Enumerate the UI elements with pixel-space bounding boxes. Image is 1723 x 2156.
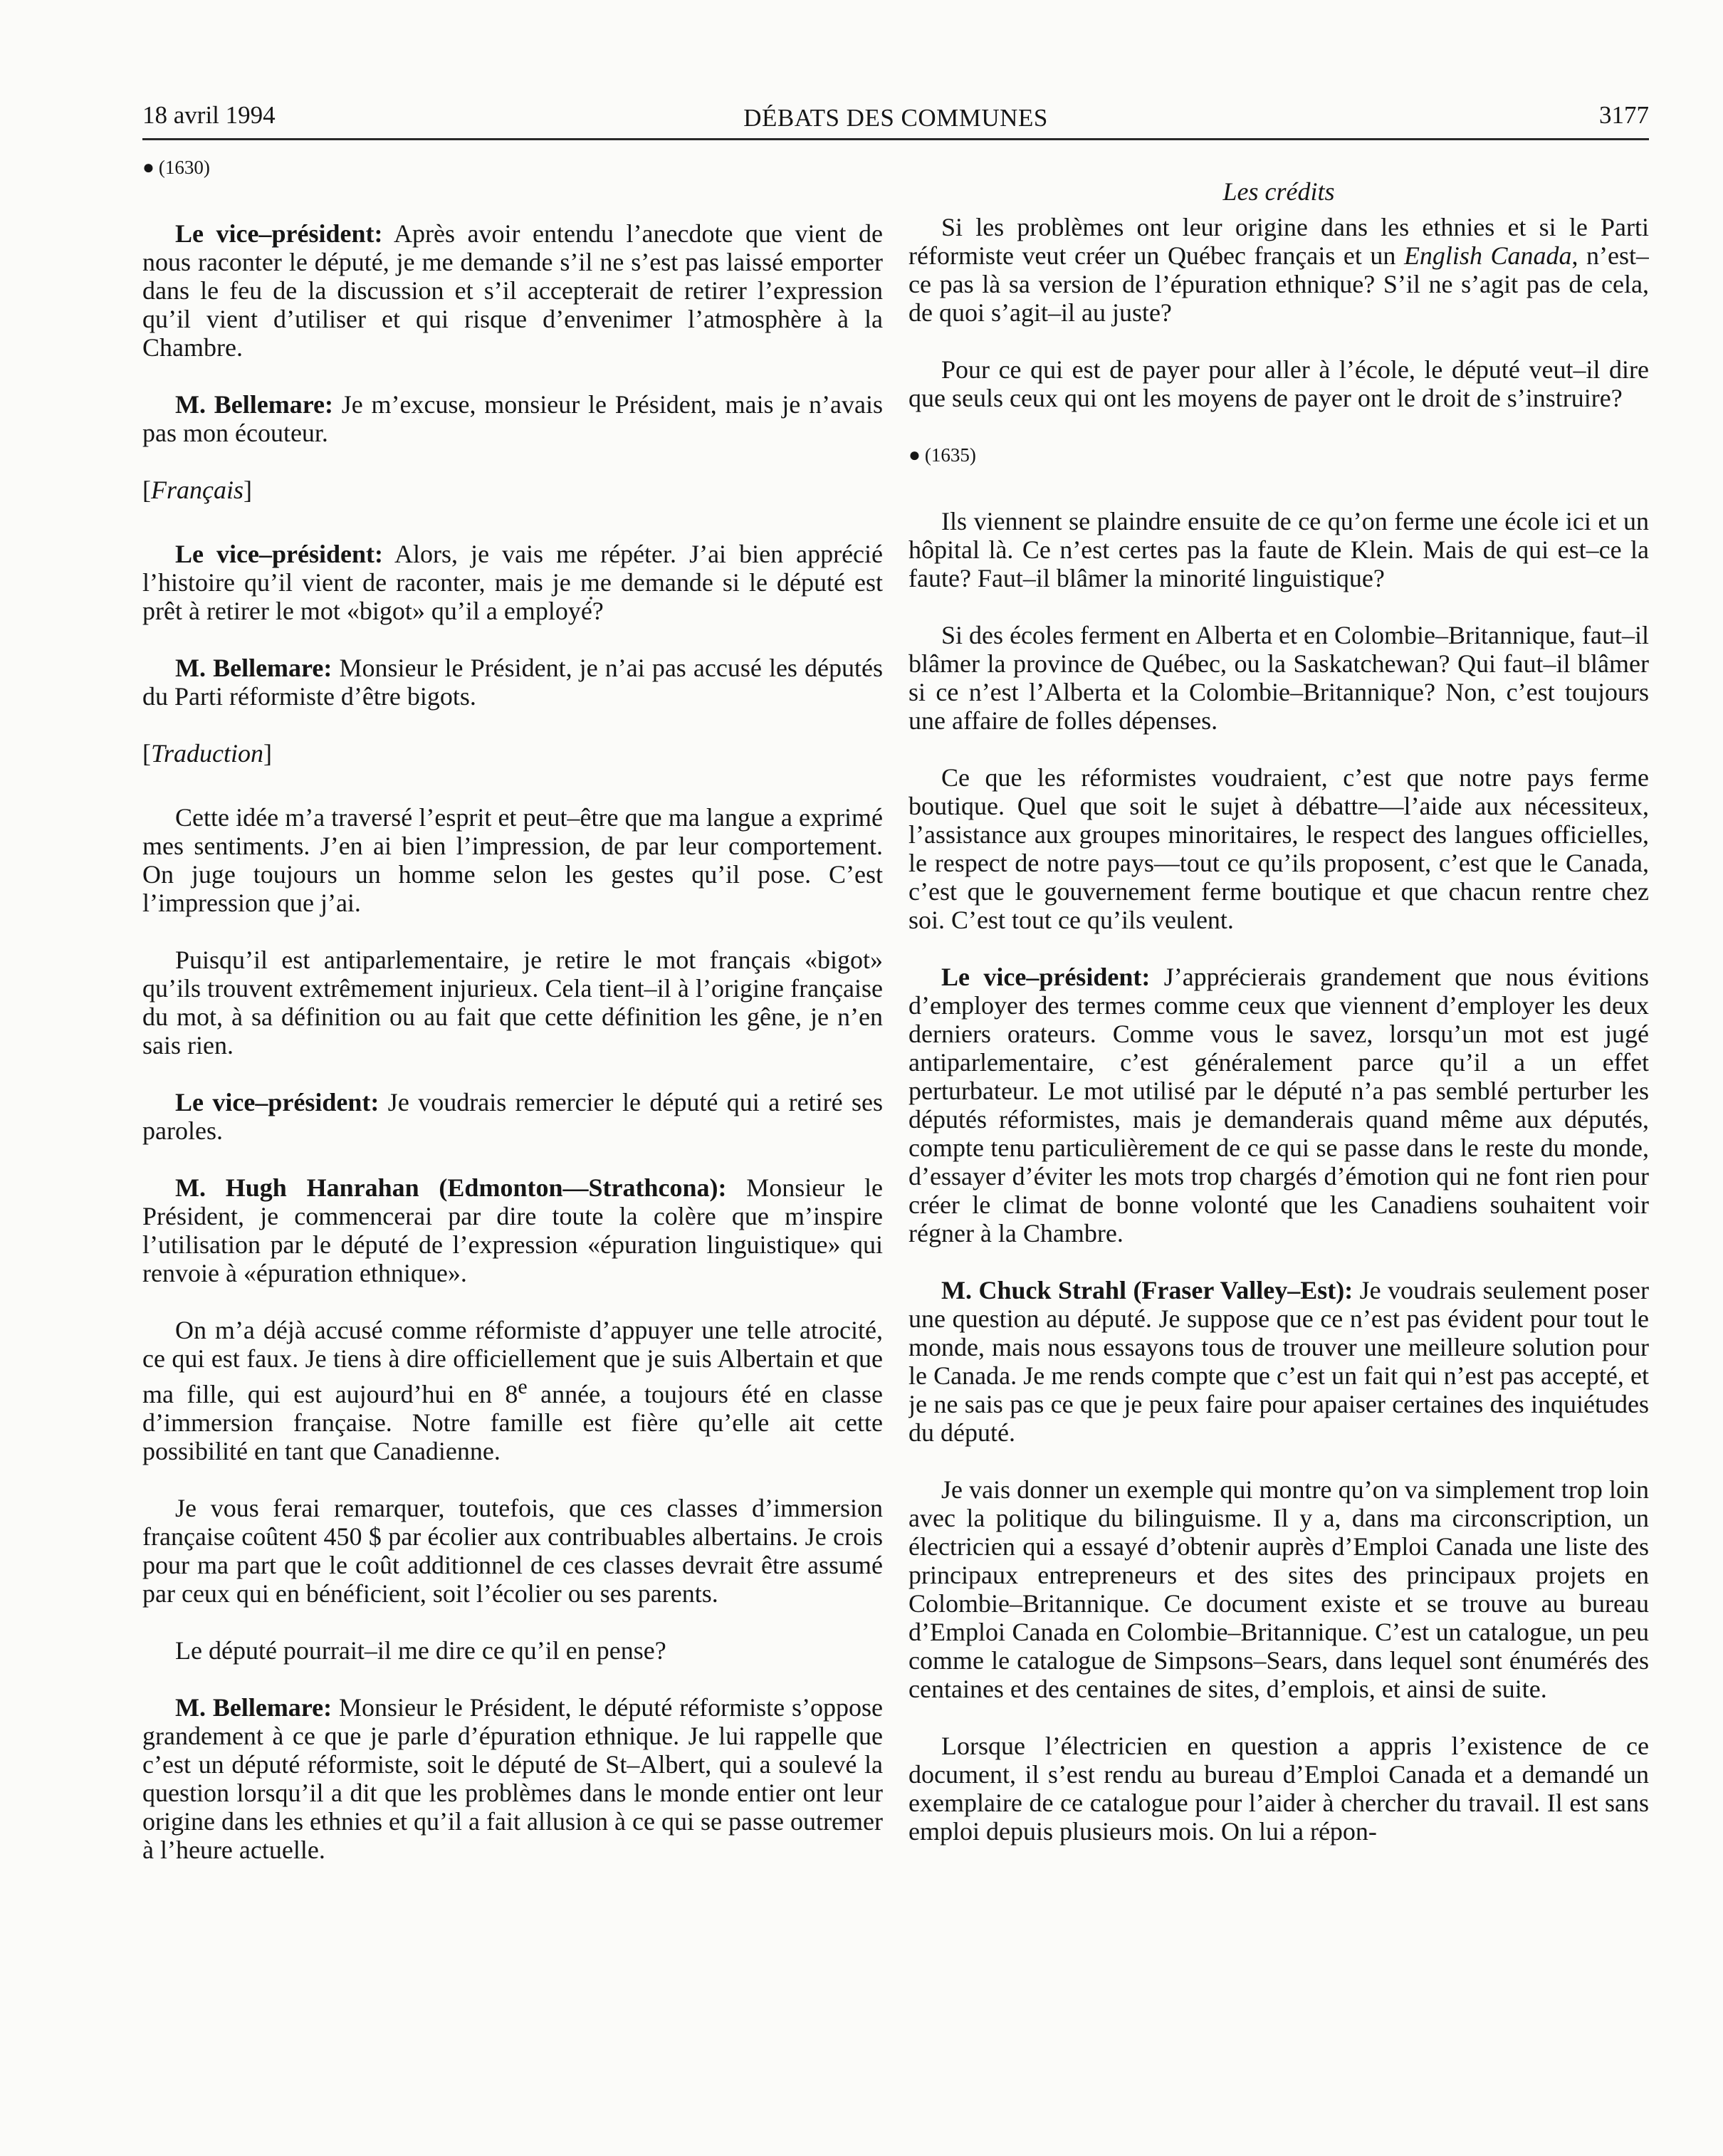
- paragraph: On m’a déjà accusé comme réformiste d’appuyer une telle atrocité, ce qui est faux. Je tiens à dire officiellement que je suis Albertain et que ma fille, qui est aujourd’hui en 8e année, a toujours été en classe d’immersion française. Notre famille est fière qu’elle ait cette possibilité en tant que Canadienne.: [142, 1316, 883, 1465]
- paragraph: Le vice–président: Alors, je vais me répéter. J’ai bien apprécié l’histoire qu’il vient de raconter, mais je me demande si le député est prêt à retirer le mot «bigot» qu’il a employé?: [142, 540, 883, 625]
- speaker-name: M. Bellemare:: [175, 390, 334, 419]
- paragraph: Puisqu’il est antiparlementaire, je retire le mot français «bigot» qu’ils trouvent extrêmement injurieux. Cela tient–il à l’origine française du mot, à sa définition ou au fait que cette définition les gêne, je n’en sais rien.: [142, 946, 883, 1059]
- speaker-name: M. Hugh Hanrahan (Edmonton—Strathcona):: [175, 1173, 727, 1202]
- paragraph: Je vous ferai remarquer, toutefois, que ces classes d’immersion française coûtent 450 $ par écolier aux contribuables albertains. Je crois pour ma part que le coût additionnel de ces classes devrait être assumé par ceux qui en bénéficient, soit l’écolier ou ses parents.: [142, 1494, 883, 1608]
- paragraph: Cette idée m’a traversé l’esprit et peut–être que ma langue a exprimé mes sentiments. J’en ai bien l’impression, de par leur comportement. On juge toujours un homme selon les gestes qu’il pose. C’est l’impression que j’ai.: [142, 803, 883, 917]
- speaker-name: Le vice–président:: [175, 540, 383, 568]
- paragraph: Le vice–président: Je voudrais remercier le député qui a retiré ses paroles.: [142, 1088, 883, 1145]
- paragraph: Je vais donner un exemple qui montre qu’on va simplement trop loin avec la politique du bilinguisme. Il y a, dans ma circonscription, un électricien qui a essayé d’obtenir auprès d’Emploi Canada une liste des principaux entrepreneurs et des sites des principaux projets en Colombie–Britannique. Ce document existe et se trouve au bureau d’Emploi Canada en Colombie–Britannique. C’est un catalogue, un peu comme le catalogue de Simpsons–Sears, dans lequel sont énumérés des centaines et des centaines de sites, d’emplois, et ainsi de suite.: [908, 1475, 1649, 1703]
- time-marker: ● (1635): [908, 444, 976, 466]
- header-title: DÉBATS DES COMMUNES: [743, 104, 1048, 132]
- paragraph: M. Hugh Hanrahan (Edmonton—Strathcona): Monsieur le Président, je commencerai par dire toute la colère que m’inspire l’utilisation par le député de l’expression «épuration linguistique» qui renvoie à «épuration ethnique».: [142, 1173, 883, 1287]
- running-head: [142, 94, 1649, 138]
- speaker-name: Le vice–président:: [175, 219, 383, 248]
- language-marker: [Français]: [142, 476, 252, 504]
- header-rule: [142, 138, 1649, 140]
- bullet-icon: ●: [908, 444, 921, 466]
- paragraph: Ils viennent se plaindre ensuite de ce qu’on ferme une école ici et un hôpital là. Ce n’est certes pas la faute de Klein. Mais de qui est–ce la faute? Faut–il blâmer la minorité linguistique?: [908, 507, 1649, 592]
- header-date: 18 avril 1994: [142, 101, 276, 129]
- paragraph: M. Bellemare: Monsieur le Président, je n’ai pas accusé les députés du Parti réformiste d’être bigots.: [142, 654, 883, 711]
- time-marker: ● (1630): [142, 157, 210, 179]
- paragraph: Si les problèmes ont leur origine dans les ethnies et si le Parti réformiste veut créer un Québec français et un English Canada, n’est–ce pas là sa version de l’épuration ethnique? S’il ne s’agit pas de cela, de quoi s’agit–il au juste?: [908, 213, 1649, 327]
- paragraph: Pour ce qui est de payer pour aller à l’école, le député veut–il dire que seuls ceux qui ont les moyens de payer ont le droit de s’instruire?: [908, 355, 1649, 412]
- left-column: [142, 153, 883, 2047]
- language-marker: [Traduction]: [142, 739, 273, 768]
- speaker-name: Le vice–président:: [175, 1088, 379, 1116]
- paragraph: Le député pourrait–il me dire ce qu’il en pense?: [175, 1636, 666, 1665]
- page-number: 3177: [1599, 101, 1649, 129]
- paragraph: Ce que les réformistes voudraient, c’est que notre pays ferme boutique. Quel que soit le sujet à débattre—l’aide aux nécessiteux, l’assistance aux groupes minoritaires, le respect des langues officielles, le respect de notre pays—tout ce qu’ils proposent, c’est que le Canada, c’est que le gouvernement ferme boutique et que chacun rentre chez soi. C’est tout ce qu’ils veulent.: [908, 763, 1649, 934]
- speaker-name: M. Bellemare:: [175, 1693, 332, 1722]
- paragraph: Le vice–président: J’apprécierais grandement que nous évitions d’employer des termes comme ceux que viennent d’employer les deux derniers orateurs. Comme vous le savez, lorsqu’un mot est jugé antiparlementaire, c’est généralement parce qu’il a un effet perturbateur. Le mot utilisé par le député n’a pas semblé perturber les députés réformistes, mais je demanderais quand même aux députés, compte tenu particulièrement de ce qui se passe dans le reste du monde, d’essayer d’éviter les mots trop chargés d’émotion qui ne font rien pour créer le climat de bonne volonté que les Canadiens souhaitent voir régner à la Chambre.: [908, 963, 1649, 1247]
- bullet-icon: ●: [142, 157, 155, 179]
- paragraph: M. Chuck Strahl (Fraser Valley–Est): Je voudrais seulement poser une question au député. Je suppose que ce n’est pas évident pour tout le monde, mais nous essayons tous de trouver une meilleure solution pour le Canada. Je me rends compte que c’est un fait qui n’est pas accepté, et je ne sais pas ce que je peux faire pour apaiser certaines des inquiétudes du député.: [908, 1276, 1649, 1447]
- paragraph: M. Bellemare: Monsieur le Président, le député réformiste s’oppose grandement à ce que je parle d’épuration ethnique. Je lui rappelle que c’est un député réformiste, soit le député de St–Albert, qui a soulevé la question lorsqu’il a dit que les problèmes dans le monde entier ont leur origine dans les ethnies et qu’il a fait allusion à ce qui se passe outremer à l’heure actuelle.: [142, 1693, 883, 1864]
- speaker-name: M. Chuck Strahl (Fraser Valley–Est):: [941, 1276, 1353, 1304]
- paragraph: Le vice–président: Après avoir entendu l’anecdote que vient de nous raconter le député, je me demande s’il ne s’est pas laissé emporter dans le feu de la discussion et s’il accepterait de retirer l’expression qu’il vient d’utiliser et qui risque d’envenimer l’atmosphère à la Chambre.: [142, 219, 883, 362]
- paragraph: Si des écoles ferment en Alberta et en Colombie–Britannique, faut–il blâmer la province de Québec, ou la Saskatchewan? Qui faut–il blâmer si ce n’est l’Alberta et la Colombie–Britannique? Non, c’est toujours une affaire de folles dépenses.: [908, 621, 1649, 735]
- speaker-name: Le vice–président:: [941, 963, 1151, 991]
- paragraph: Lorsque l’électricien en question a appris l’existence de ce document, il s’est rendu au bureau d’Emploi Canada et a demandé un exemplaire de ce catalogue pour l’aider à chercher du travail. Il est sans emploi depuis plusieurs mois. On lui a répon-: [908, 1732, 1649, 1846]
- paragraph: M. Bellemare: Je m’excuse, monsieur le Président, mais je n’avais pas mon écouteur.: [142, 390, 883, 447]
- right-column: [908, 153, 1649, 2047]
- speaker-name: M. Bellemare:: [175, 654, 332, 682]
- section-heading: Les crédits: [1222, 177, 1335, 206]
